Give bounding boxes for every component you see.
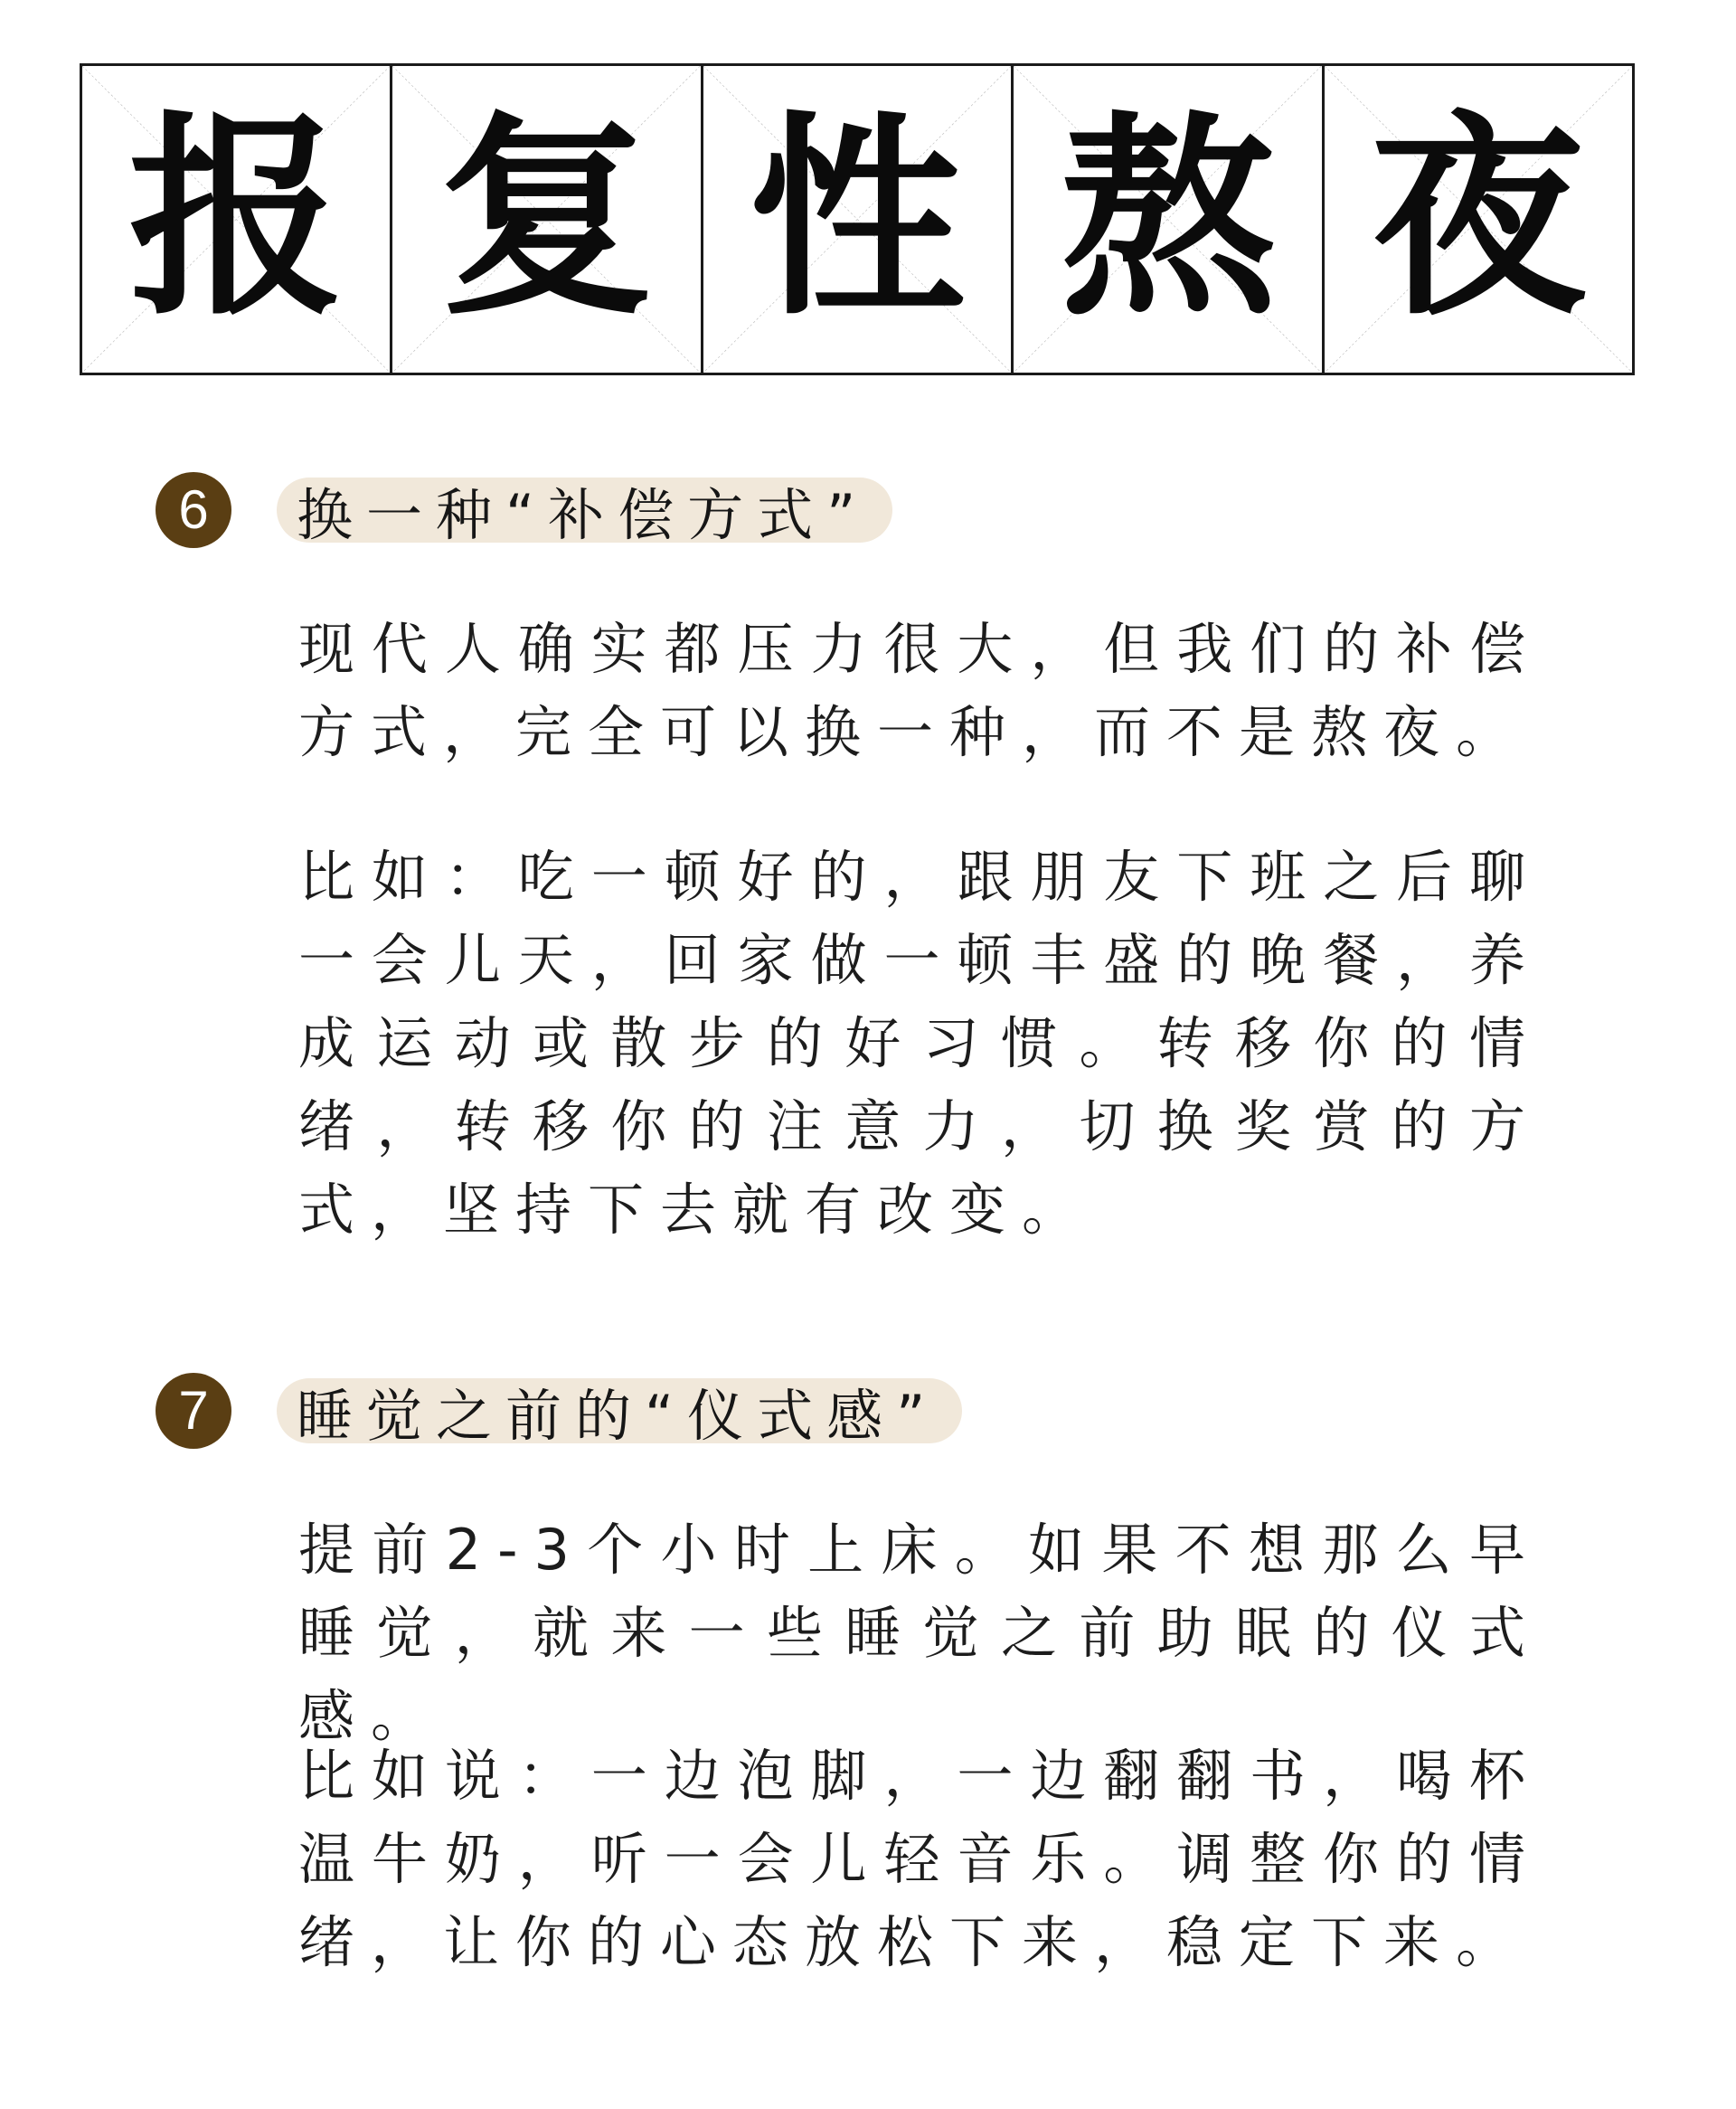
section-heading bbox=[156, 1373, 962, 1449]
title-cell bbox=[392, 66, 703, 373]
title-cell bbox=[703, 66, 1014, 373]
title-char: 报 bbox=[128, 93, 344, 345]
section-number-badge: 6 bbox=[156, 472, 231, 548]
section-title: 换一种“补偿方式” bbox=[277, 478, 892, 543]
title-cell bbox=[1325, 66, 1632, 373]
title-char: 复 bbox=[439, 93, 655, 345]
section-heading bbox=[156, 472, 892, 548]
body-paragraph: 提前2-3个小时上床。如果不想那么早睡觉，就来一些睡觉之前助眠的仪式感。 bbox=[298, 1517, 1542, 1749]
body-paragraph: 比如说：一边泡脚，一边翻翻书，喝杯温牛奶，听一会儿轻音乐。调整你的情绪，让你的心态放松下来，稳定下来。 bbox=[298, 1743, 1542, 1975]
title-grid bbox=[80, 63, 1635, 375]
body-paragraph: 现代人确实都压力很大，但我们的补偿方式，完全可以换一种，而不是熬夜。 bbox=[298, 616, 1542, 765]
section-number-badge: 7 bbox=[156, 1373, 231, 1449]
title-char: 性 bbox=[750, 93, 966, 345]
body-paragraph: 比如：吃一顿好的，跟朋友下班之后聊一会儿天，回家做一顿丰盛的晚餐，养成运动或散步的好习惯。转移你的情绪，转移你的注意力，切换奖赏的方式，坚持下去就有改变。 bbox=[298, 844, 1542, 1243]
section-title: 睡觉之前的“仪式感” bbox=[277, 1378, 962, 1443]
title-char: 夜 bbox=[1370, 93, 1586, 345]
title-cell bbox=[1014, 66, 1324, 373]
title-cell bbox=[82, 66, 392, 373]
title-char: 熬 bbox=[1060, 93, 1276, 345]
